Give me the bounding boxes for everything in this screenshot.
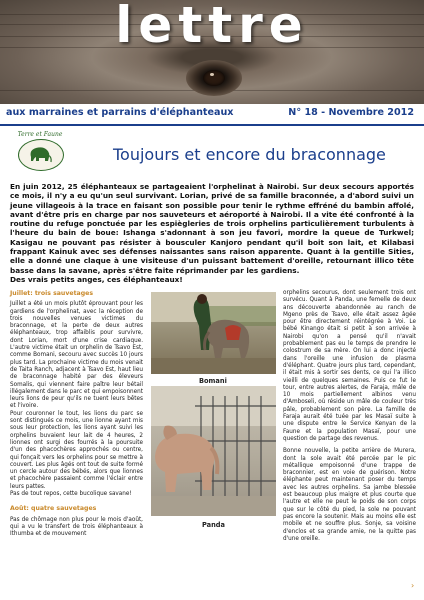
intro-closing: Des vrais petits anges, ces éléphanteaux! bbox=[10, 274, 183, 284]
left-column bbox=[10, 290, 143, 539]
newsletter-subtitle: aux marraines et parrains d'éléphanteaux bbox=[6, 107, 234, 118]
photo-panda bbox=[151, 386, 276, 516]
section-heading-august: Août: quatre sauvetages bbox=[10, 505, 97, 513]
paragraph: Pas de chômage non plus pour le mois d'août, qui a vu le transfert de trois éléphanteaux à Ithumba et de mouvement bbox=[10, 516, 143, 538]
issue-number: N° 18 - Novembre 2012 bbox=[288, 107, 414, 118]
article-intro: En juin 2012, 25 éléphanteaux se partageaient l'orphelinat à Nairobi. Sur deux secours apportés ce mois, il n'y a eu qu'un seul survivant. Lorian, privé de sa famille braconnée, a d'abord suivi un jeune villageois à la trace en faisant son possible pour tenir le rythme effréné du bambin affolé, avant d'être pris en charge par nos sauveteurs et aéroporté à Nairobi. Il a vite été confronté à la routine du refuge ponctuée par les espiègleries de trois orphelins particulièrement turbulents à l'heure du bain de boue: Ishanga s'adonnant à son jeu favori, mordre la queue de Turkwel; Kasigau ne pouvant pas résister à bousculer Kanjoro pendant qu'il boit son lait, et Kilabasi frappant Kainuk avec ses défenses naissantes sans raison apparente. Quant à la gentille Sities, elle a donné une claque à une visiteuse d'un puissant battement d'oreille, retournant illico tête basse dans la savane, après s'être faite réprimander par les gardiens. Des vrais petits anges, ces éléphanteaux! bbox=[10, 182, 414, 284]
paragraph: Pas de tout repos, cette bucolique savane! bbox=[10, 491, 132, 498]
right-column bbox=[283, 290, 416, 543]
continue-arrow-icon: › bbox=[411, 581, 415, 590]
paragraph: orphelins secourus, dont seulement trois ont survécu. Quant à Panda, une femelle de deux ans découverte abandonnée au ranch de Mgeno près de Tsavo, elle était assez âgée pour être directement réintégrée à Voi. Le bébé Kinango était si petit à son arrivée à Nairobi qu'on a pensé qu'il n'avait probablement pas eu le temps de prendre le colostrum de sa mère. On lui a donc injecté dans l'oreille une infusion de plasma d'éléphant. Quatre jours plus tard, cependant, il était mis à sortir ses dents, ce qui l'a illico vieilli de quelques semaines. Puis ce fut le tour, entre autres alertes, de Faraja, mâle de 10 mois partiellement albinos venu d'Amboseli, où réside un mâle de couleur très pâle, probablement son père. La famille de Faraja aurait été tuée par les Masaï suite à une dispute entre le Service Kenyan de la Faune et la population Masaï, pour une question de partage des revenus. bbox=[283, 290, 416, 442]
photo-caption: Panda bbox=[202, 521, 225, 529]
photo-caption: Bomani bbox=[199, 377, 227, 385]
paragraph: Bonne nouvelle, la petite arrière de Murera, dont la sole avait été percée par le pic métallique empoisonné d'une trappe de braconnier, est en voie de guérison. Notre éléphante peut maintenant poser du temps avec les autres orphelins. Sa jambe blessée est beaucoup plus maigre et plus courte que l'autre et elle ne peut le poids de son corps que sur le côté du pied, la sole ne pouvant pas encore la soutenir. Mais au moins elle est mobile et ne souffre plus. Sonje, sa voisine d'enclos et sa grande amie, ne la quitte pas d'une oreille. bbox=[283, 448, 416, 542]
section-heading-july: Juillet: trois sauvetages bbox=[10, 290, 94, 297]
terre-et-faune-logo: Terre et Faune bbox=[10, 131, 70, 171]
subtitle-bar bbox=[0, 107, 424, 123]
elephant-logo-icon bbox=[27, 145, 53, 163]
article-headline: Toujours et encore du braconnage bbox=[113, 145, 386, 164]
photo-bomani bbox=[151, 292, 276, 374]
header-divider bbox=[0, 124, 424, 126]
header-banner-photo bbox=[0, 0, 424, 104]
newsletter-title: lettre bbox=[115, 0, 309, 54]
paragraph: Juillet a été un mois plutôt éprouvant pour les gardiens de l'orphelinat, avec la réception de trois nouvelles venues victimes du braconnage, et la perte de deux autres éléphanteaux, trop affaiblis pour survivre, dont Lorian, mort d'une crise cardiaque. L'autre victime était un orphelin de Tsavo Est, comme Bomani, secouru avec succès 10 jours plus tard. La prochaine victime du mois venait de Taita Ranch, adjacent à Tsavo Est, haut lieu de braconnage habité par des éleveurs Somalis, qui viennent faire paître leur bétail illégalement dans le parc et qui empoisonnent leurs lions de peur qu'ils ne tuent leurs bêtes et l'ivoire. bbox=[10, 301, 143, 410]
paragraph: Pour couronner le tout, les lions du parc se sont distingués ce mois, une lionne ayant mis sous leur protection, les lions ayant suivi les orphelins buvaient leur lait de 4 heures, 2 lionnes ont surgi des fourrés à la poursuite d'un des phacochères approchés ou centre, qui fonçait vers les orphelins pour se mettre à couvert. Les plus âgés ont tout de suite formé un cercle autour des bébés, alors que lionnes et phacochère passaient comme l'éclair entre leurs pattes. bbox=[10, 410, 143, 490]
